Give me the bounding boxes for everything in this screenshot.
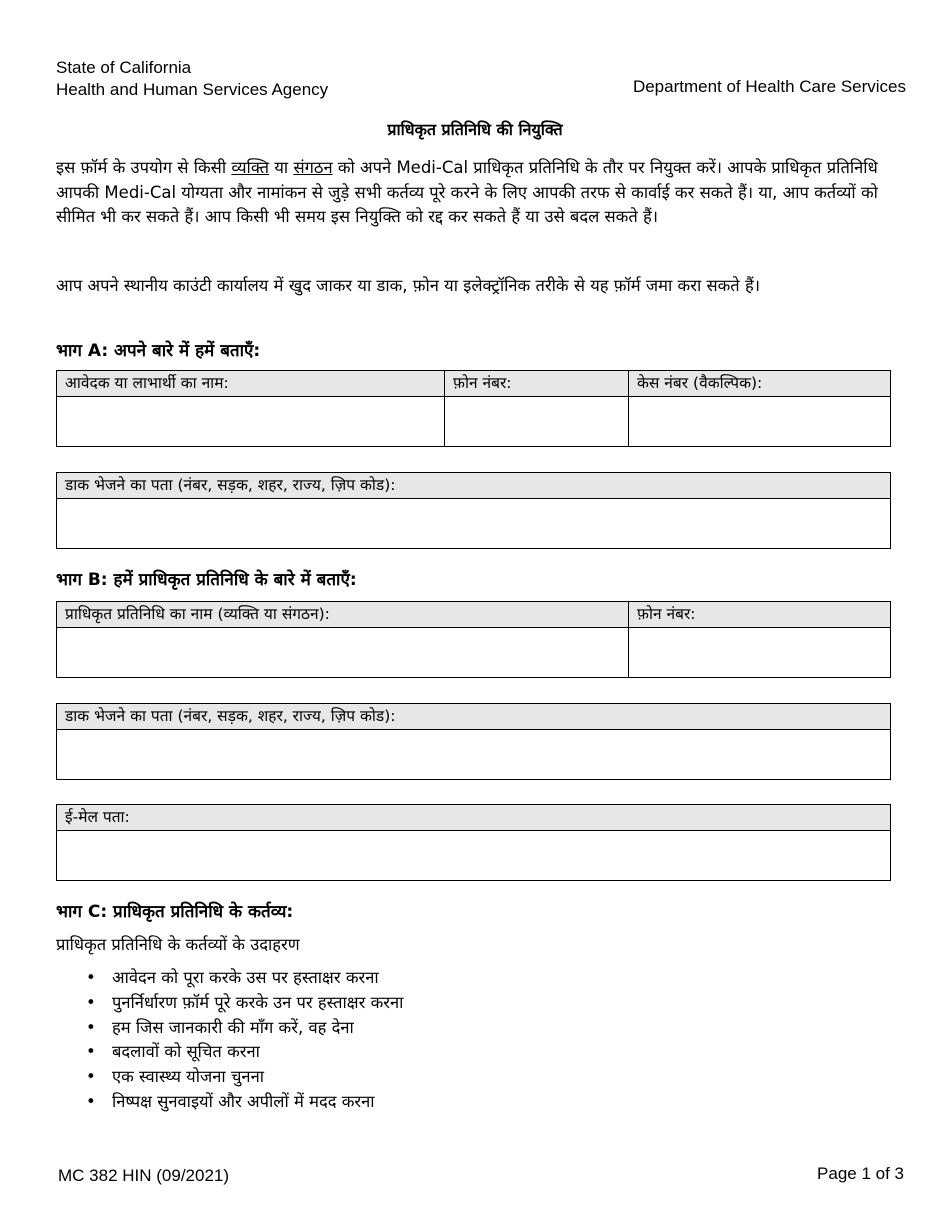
form-title: प्राधिकृत प्रतिनिधि की नियुक्ति — [387, 120, 563, 139]
applicant-phone-label: फ़ोन नंबर: — [445, 371, 629, 396]
part-a-input-row — [57, 397, 890, 446]
page-number: Page 1 of 3 — [817, 1164, 904, 1183]
case-number-field[interactable] — [629, 397, 890, 446]
representative-email-field[interactable] — [57, 831, 890, 880]
representative-address-field[interactable] — [57, 730, 890, 779]
part-b-email-row — [57, 831, 890, 880]
part-b-email-header — [57, 805, 890, 831]
applicant-phone-field[interactable] — [445, 397, 628, 446]
part-b-address-table — [56, 703, 891, 780]
part-a-header-row — [57, 371, 890, 397]
applicant-phone-cell — [445, 397, 629, 446]
part-b-header-row — [57, 602, 890, 628]
intro-text-start: इस फ़ॉर्म के उपयोग से किसी — [56, 158, 232, 177]
duties-list — [56, 966, 403, 1115]
case-number-label: केस नंबर (वैकल्पिक): — [629, 371, 890, 396]
part-a-address-row — [57, 499, 890, 548]
representative-phone-cell — [629, 628, 890, 677]
representative-email-label: ई-मेल पता: — [57, 805, 890, 830]
intro-text-or: या — [269, 158, 294, 177]
form-id: MC 382 HIN (09/2021) — [58, 1166, 230, 1185]
applicant-name-label: आवेदक या लाभार्थी का नाम: — [57, 371, 445, 396]
part-a-heading: भाग A: अपने बारे में हमें बताएँ: — [56, 341, 261, 361]
part-a-address-header — [57, 473, 890, 499]
representative-name-cell — [57, 628, 629, 677]
list-item: • आवेदन को पूरा करके उस पर हस्ताक्षर करना — [112, 966, 403, 991]
part-b-heading: भाग B: हमें प्राधिकृत प्रतिनिधि के बारे में बताएँ: — [56, 570, 357, 590]
part-c-heading: भाग C: प्राधिकृत प्रतिनिधि के कर्तव्य: — [56, 902, 294, 922]
part-a-address-table — [56, 472, 891, 549]
representative-name-label: प्राधिकृत प्रतिनिधि का नाम (व्यक्ति या संगठन): — [57, 602, 629, 627]
intro-text-rest: को अपने Medi-Cal प्राधिकृत प्रतिनिधि के तौर पर नियुक्त करें। आपके प्राधिकृत प्रतिनिधि आपकी Medi-Cal योग्यता और नामांकन से जुड़े सभी कर्तव्य पूरे करने के लिए आपकी तरफ से कार्वाई कर सकते हैं। या, आप कर्तव्यों को सीमित भी कर सकते हैं। आप किसी भी समय इस नियुक्ति को रद्द कर सकते हैं या उसे बदल सकते हैं। — [56, 158, 878, 226]
part-b-address-row — [57, 730, 890, 779]
representative-address-cell — [57, 730, 890, 779]
representative-phone-label: फ़ोन नंबर: — [629, 602, 890, 627]
representative-address-label: डाक भेजने का पता (नंबर, सड़क, शहर, राज्य, ज़िप कोड): — [57, 704, 890, 729]
part-b-representative-table — [56, 601, 891, 678]
list-item: • बदलावों को सूचित करना — [112, 1040, 403, 1065]
department-name: Department of Health Care Services — [632, 77, 906, 96]
representative-email-cell — [57, 831, 890, 880]
intro-person-term: व्यक्ति — [231, 158, 270, 177]
duties-subheading: प्राधिकृत प्रतिनिधि के कर्तव्यों के उदाहरण — [56, 935, 300, 954]
applicant-address-label: डाक भेजने का पता (नंबर, सड़क, शहर, राज्य, ज़िप कोड): — [57, 473, 890, 498]
part-b-email-table — [56, 804, 891, 881]
part-b-input-row — [57, 628, 890, 677]
list-item: • एक स्वास्थ्य योजना चुनना — [112, 1065, 403, 1090]
case-number-cell — [629, 397, 890, 446]
part-b-address-header — [57, 704, 890, 730]
representative-phone-field[interactable] — [629, 628, 890, 677]
list-item: • पुनर्निर्धारण फ़ॉर्म पूरे करके उन पर हस्ताक्षर करना — [112, 991, 403, 1016]
applicant-address-field[interactable] — [57, 499, 890, 548]
list-item: • निष्पक्ष सुनवाइयों और अपीलों में मदद करना — [112, 1090, 403, 1115]
representative-name-field[interactable] — [57, 628, 628, 677]
part-a-applicant-table — [56, 370, 891, 447]
intro-paragraph-1 — [56, 156, 896, 230]
list-item: • हम जिस जानकारी की माँग करें, वह देना — [112, 1016, 403, 1041]
state-name: State of California — [56, 58, 192, 77]
applicant-name-field[interactable] — [57, 397, 444, 446]
intro-paragraph-2: आप अपने स्थानीय काउंटी कार्यालय में खुद जाकर या डाक, फ़ोन या इलेक्ट्रॉनिक तरीके से यह फ़ॉर्म जमा करा सकते हैं। — [56, 276, 760, 295]
agency-name: Health and Human Services Agency — [56, 80, 329, 99]
applicant-name-cell — [57, 397, 445, 446]
intro-organization-term: संगठन — [293, 158, 333, 177]
applicant-address-cell — [57, 499, 890, 548]
